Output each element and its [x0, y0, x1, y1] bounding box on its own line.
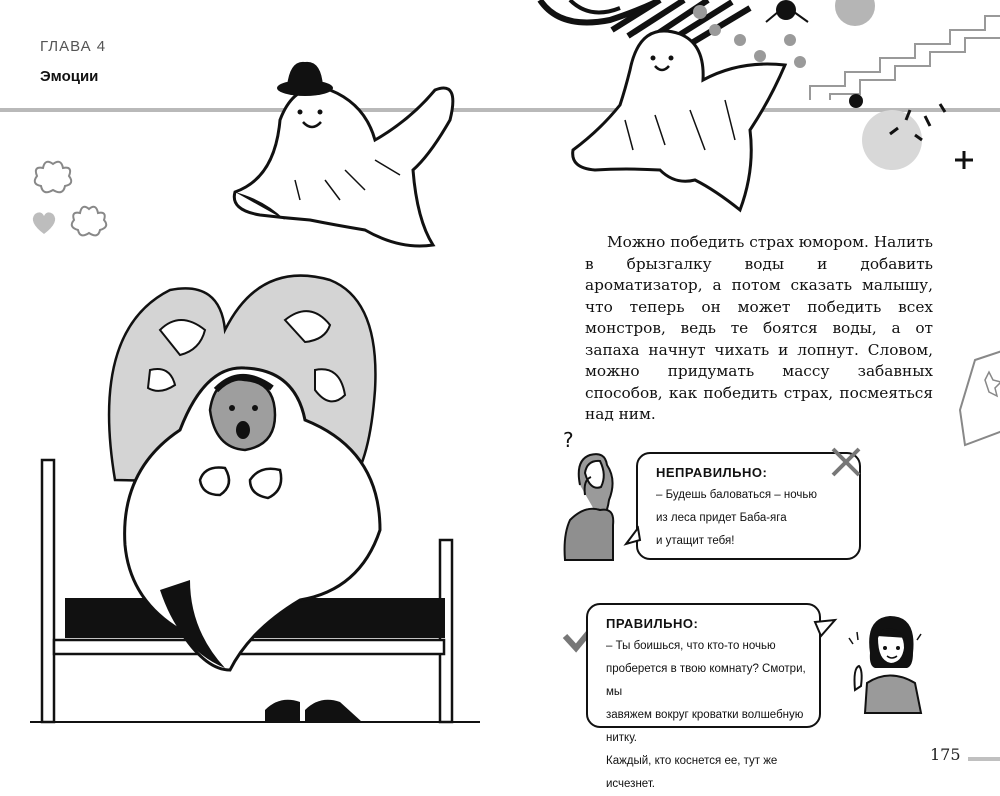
- right-example-bubble: [586, 603, 821, 790]
- wrong-heading: НЕПРАВИЛЬНО:: [656, 465, 768, 480]
- thinking-woman-icon: [545, 425, 635, 565]
- right-line: – Ты боишься, что кто-то ночью: [606, 640, 776, 652]
- right-heading: ПРАВИЛЬНО:: [606, 616, 699, 631]
- book-icon: [955, 350, 1000, 450]
- question-mark-icon: ?: [563, 428, 574, 452]
- section-title: Эмоции: [40, 68, 99, 85]
- decorative-shapes: [0, 0, 1000, 200]
- smiling-woman-icon: [845, 608, 935, 718]
- scared-child-illustration: [30, 270, 490, 730]
- heart-icon: [32, 210, 56, 236]
- cross-icon: [830, 446, 862, 478]
- chapter-label: ГЛАВА 4: [40, 38, 107, 55]
- wrong-line: из леса придет Баба-яга: [656, 512, 787, 524]
- spider-icon: [766, 0, 808, 22]
- right-line: проберется в твою комнату? Смотри, мы: [606, 663, 806, 698]
- bubble-tail-icon: [815, 618, 837, 638]
- flower-icon: [70, 205, 108, 239]
- wrong-line: и утащит тебя!: [656, 535, 735, 547]
- right-line: завяжем вокруг кроватки волшебную нитку.: [606, 709, 804, 744]
- ghost-with-hat-icon: [225, 60, 465, 260]
- wrong-line: – Будешь баловаться – ночью: [656, 489, 817, 501]
- right-line: Каждый, кто коснется ее, тут же исчезнет.: [606, 755, 778, 790]
- bubble-tail-icon: [626, 528, 646, 548]
- flower-icon: [33, 160, 73, 196]
- body-paragraph: Можно победить страх юмором. Налить в брызгалку воды и добавить ароматизатор, а потом сказать малышу, что теперь он может победить всех монстров, ведь те боятся воды, а от запаха начнут чихать и лопнут. Словом, можно придумать массу забавных способов, как победить страх, посмеяться над ним.: [585, 233, 933, 423]
- page-corner-mark: [968, 757, 1000, 761]
- ghost-icon: [565, 20, 805, 210]
- wrong-example-bubble: [636, 452, 861, 560]
- page-number: 175: [930, 745, 961, 764]
- plus-icon: [955, 151, 973, 169]
